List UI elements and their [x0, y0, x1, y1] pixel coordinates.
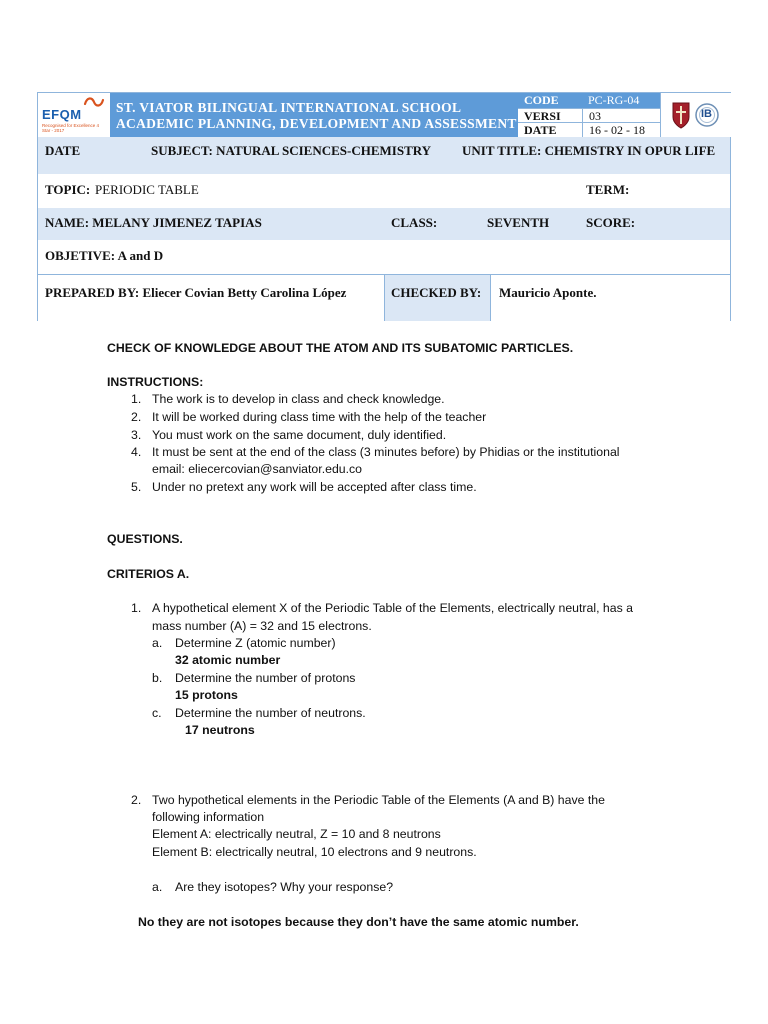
row-date-subject	[38, 137, 730, 174]
instruction-item: The work is to develop in class and check knowledge.	[152, 392, 445, 406]
questions-label: QUESTIONS.	[107, 532, 183, 546]
code-value: PC-RG-04	[582, 93, 660, 108]
school-logos	[660, 93, 731, 137]
subquestion-text: Determine the number of protons	[175, 671, 356, 685]
list-item-number: 2.	[131, 410, 142, 424]
unit-title: UNIT TITLE: CHEMISTRY IN OPUR LIFE	[462, 143, 716, 158]
question-number: 1.	[131, 601, 142, 615]
student-name: NAME: MELANY JIMENEZ TAPIAS	[45, 215, 262, 230]
list-item-number: 5.	[131, 480, 142, 494]
instruction-item: It will be worked during class time with the help of the teacher	[152, 410, 487, 424]
score-label: SCORE:	[586, 215, 636, 230]
row-objective	[38, 240, 730, 275]
class-label: CLASS:	[391, 215, 438, 230]
row-topic	[38, 174, 730, 208]
checked-by-cell	[384, 275, 491, 321]
question-1-text-continued: mass number (A) = 32 and 15 electrons.	[152, 619, 372, 633]
subquestion-text: Determine the number of neutrons.	[175, 706, 366, 720]
efqm-logo	[38, 93, 110, 137]
school-title-band	[110, 93, 518, 137]
subject: SUBJECT: NATURAL SCIENCES-CHEMISTRY	[151, 143, 432, 158]
heading: CHECK OF KNOWLEDGE ABOUT THE ATOM AND ITS SUBATOMIC PARTICLES.	[107, 341, 574, 355]
subquestion-text: Determine Z (atomic number)	[175, 636, 336, 650]
code-label: CODE	[518, 93, 582, 108]
class-value: SEVENTH	[487, 215, 550, 230]
question-number: 2.	[131, 793, 142, 807]
version-label: VERSI	[518, 108, 582, 122]
instruction-item: It must be sent at the end of the class (3 minutes before) by Phidias or the institutional	[152, 445, 620, 459]
document-code-grid	[518, 93, 660, 137]
topic-value: PERIODIC TABLE	[95, 182, 199, 197]
list-item-number: 3.	[131, 428, 142, 442]
version-value: 03	[582, 108, 660, 122]
subquestion-label: a.	[152, 636, 163, 650]
checked-by-value: Mauricio Aponte.	[499, 285, 597, 300]
question-1-text: A hypothetical element X of the Periodic Table of the Elements, electrically neutral, has a	[152, 601, 633, 615]
topic-label: TOPIC:	[45, 182, 91, 197]
date-label: DATE	[518, 122, 582, 137]
question-2-text-continued: following information	[152, 810, 265, 824]
question-2-text: Two hypothetical elements in the Periodic Table of the Elements (A and B) have the	[152, 793, 605, 807]
element-b-info: Element B: electrically neutral, 10 electrons and 9 neutrons.	[152, 845, 477, 859]
answer-text: 15 protons	[175, 688, 238, 702]
header-top-band	[38, 93, 730, 137]
instruction-item: Under no pretext any work will be accepted after class time.	[152, 480, 477, 494]
answer-text: 32 atomic number	[175, 653, 281, 667]
ib-logo-text: IB	[701, 108, 712, 120]
date-value: 16 - 02 - 18	[582, 122, 660, 137]
school-name: ST. VIATOR BILINGUAL INTERNATIONAL SCHOOL	[116, 100, 462, 115]
school-crest-icon	[661, 93, 729, 137]
instructions-label: INSTRUCTIONS:	[107, 375, 204, 389]
answer-text: 17 neutrons	[185, 723, 255, 737]
subquestion-label: a.	[152, 880, 163, 894]
prepared-by: PREPARED BY: Eliecer Covian Betty Carolina López	[45, 285, 347, 300]
row-name	[38, 208, 730, 240]
answer-text: No they are not isotopes because they don’t have the same atomic number.	[138, 915, 579, 929]
checked-by-label: CHECKED BY:	[391, 285, 482, 300]
term-label: TERM:	[586, 182, 630, 197]
element-a-info: Element A: electrically neutral, Z = 10 and 8 neutrons	[152, 827, 441, 841]
list-item-number: 1.	[131, 392, 142, 406]
row-date-label: DATE	[45, 143, 81, 158]
criterios-label: CRITERIOS A.	[107, 567, 190, 581]
row-prepared	[38, 275, 730, 321]
subquestion-text: Are they isotopes? Why your response?	[175, 880, 394, 894]
list-item-number: 4.	[131, 445, 142, 459]
efqm-name: EFQM	[42, 107, 82, 122]
subquestion-label: b.	[152, 671, 163, 685]
efqm-swirl-icon	[83, 95, 105, 109]
instruction-item-continued: email: eliecercovian@sanviator.edu.co	[152, 462, 363, 476]
subquestion-label: c.	[152, 706, 162, 720]
instruction-item: You must work on the same document, duly identified.	[152, 428, 447, 442]
efqm-tagline: Recognised for Excellence 4 Star - 2017	[42, 123, 100, 133]
document-header	[37, 92, 731, 321]
objective: OBJETIVE: A and D	[45, 248, 164, 263]
department-name: ACADEMIC PLANNING, DEVELOPMENT AND ASSESSMENT	[116, 116, 517, 131]
